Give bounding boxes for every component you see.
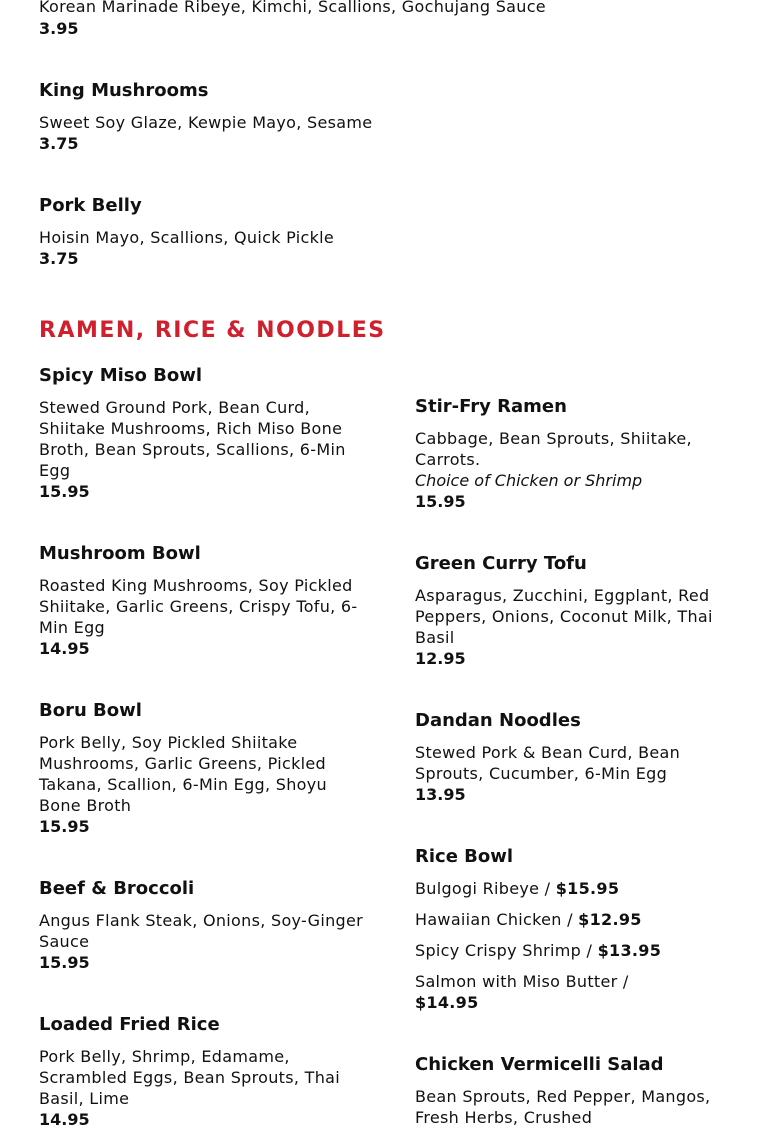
- item-price: 14.95: [39, 1110, 90, 1129]
- item-price: 15.95: [39, 482, 90, 501]
- item-title: Rice Bowl: [415, 846, 514, 867]
- item-title: Stir-Fry Ramen: [415, 396, 567, 417]
- option-price: $12.95: [578, 910, 642, 929]
- item-price: 3.75: [39, 134, 79, 153]
- item-price: 13.95: [415, 785, 466, 804]
- item-description: Stewed Pork & Bean Curd, Bean Sprouts, Cucumber, 6-Min Egg: [415, 743, 681, 783]
- item-description: Pork Belly, Soy Pickled Shiitake Mushrooms, Garlic Greens, Pickled Takana, Scallion, 6-Min Egg, Shoyu Bone Broth: [39, 733, 327, 815]
- item-title: Chicken Vermicelli Salad: [415, 1054, 664, 1075]
- item-title: Spicy Miso Bowl: [39, 365, 203, 386]
- item-title: Beef & Broccoli: [39, 878, 195, 899]
- item-description: Hoisin Mayo, Scallions, Quick Pickle: [39, 228, 335, 247]
- item-title: Loaded Fried Rice: [39, 1014, 220, 1035]
- item-price: 15.95: [39, 817, 90, 836]
- item-title: Mushroom Bowl: [39, 543, 201, 564]
- item-description: Angus Flank Steak, Onions, Soy-Ginger Sauce: [39, 911, 364, 951]
- rice-bowl-option: [415, 971, 685, 1013]
- option-price: $13.95: [597, 941, 662, 960]
- option-name: Spicy Crispy Shrimp /: [415, 941, 593, 960]
- section-heading: RAMEN, RICE & NOODLES: [39, 318, 386, 343]
- item-price: 14.95: [39, 639, 90, 658]
- rice-bowl-option: [415, 878, 735, 899]
- item-description: Bean Sprouts, Red Pepper, Mangos, Fresh Herbs, Crushed: [415, 1087, 711, 1127]
- option-name: Bulgogi Ribeye /: [415, 879, 551, 898]
- option-price: $15.95: [555, 879, 620, 898]
- item-description: Pork Belly, Shrimp, Edamame, Scrambled Eggs, Bean Sprouts, Thai Basil, Lime: [39, 1047, 341, 1108]
- option-price: $14.95: [415, 993, 479, 1012]
- item-description: Asparagus, Zucchini, Eggplant, Red Peppers, Onions, Coconut Milk, Thai Basil: [415, 586, 713, 647]
- item-description: Stewed Ground Pork, Bean Curd, Shiitake Mushrooms, Rich Miso Bone Broth, Bean Sprouts, Scallions, 6-Min Egg: [39, 398, 346, 480]
- item-description: Cabbage, Bean Sprouts, Shiitake, Carrots.: [415, 429, 692, 469]
- option-name: Hawaiian Chicken /: [415, 910, 573, 929]
- item-price: 12.95: [415, 649, 466, 668]
- item-title: Pork Belly: [39, 195, 142, 216]
- rice-bowl-option: [415, 940, 735, 961]
- option-name: Salmon with Miso Butter /: [415, 972, 629, 991]
- item-price: 3.95: [39, 19, 79, 38]
- item-title: Green Curry Tofu: [415, 553, 587, 574]
- item-description: Sweet Soy Glaze, Kewpie Mayo, Sesame: [39, 113, 373, 132]
- item-price: 3.75: [39, 249, 79, 268]
- item-price: 15.95: [415, 492, 466, 511]
- item-title: King Mushrooms: [39, 80, 209, 101]
- item-description: Roasted King Mushrooms, Soy Pickled Shiitake, Garlic Greens, Crispy Tofu, 6-Min Egg: [39, 576, 358, 637]
- item-price: 15.95: [39, 953, 90, 972]
- item-title: Dandan Noodles: [415, 710, 581, 731]
- item-title: Boru Bowl: [39, 700, 142, 721]
- rice-bowl-option: [415, 909, 735, 930]
- item-note: Choice of Chicken or Shrimp: [415, 471, 643, 490]
- item-description: Korean Marinade Ribeye, Kimchi, Scallions, Gochujang Sauce: [39, 0, 546, 16]
